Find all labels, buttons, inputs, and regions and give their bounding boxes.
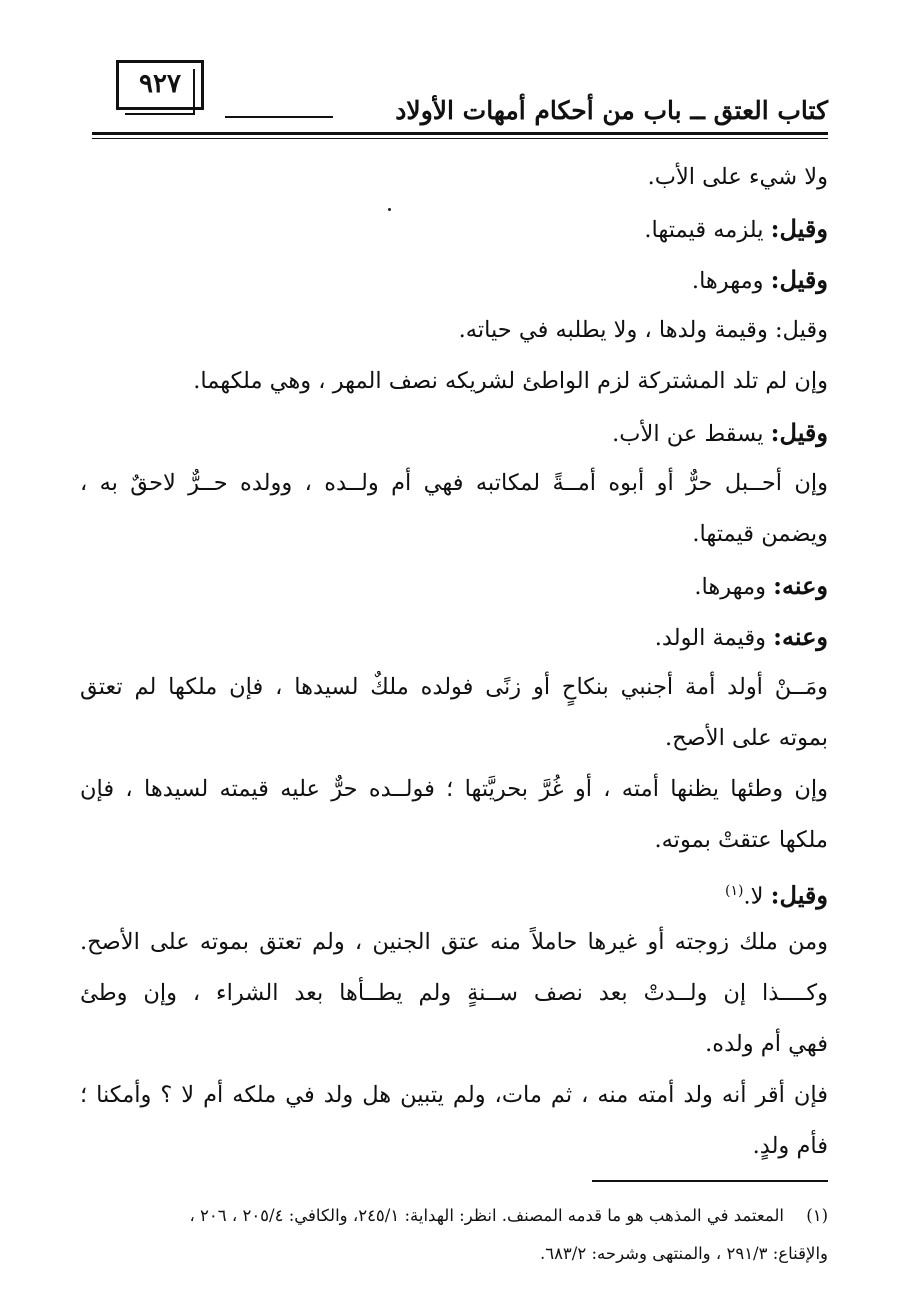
text-line: وإن وطئها يظنها أمته ، أو غُرَّ بحريَّتها ؛ فولــده حرٌّ عليه قيمته لسيدها ، فإن (80, 776, 828, 802)
text-line: بموته على الأصح. (664, 725, 828, 751)
text-line: وكــــذا إن ولــدتْ بعد نصف ســنةٍ ولم يطــأها بعد الشراء ، وإن وطئ (80, 980, 828, 1006)
text-line: ومن ملك زوجته أو غيرها حاملاً منه عتق الجنين ، ولم تعتق بموته على الأصح. (80, 929, 828, 955)
footnote-marker: (١) (806, 1206, 828, 1225)
text-line: فأم ولدٍ. (752, 1133, 828, 1159)
footnote-text: والإقناع: ٢٩١/٣ ، والمنتهى وشرحه: ٦٨٣/٢. (539, 1244, 828, 1263)
text-line: وإن أحــبل حرٌّ أو أبوه أمــةً لمكاتبه فهي أم ولــده ، وولده حــرٌّ لاحقٌ به ، (80, 470, 828, 496)
footnote-text: المعتمد في المذهب هو ما قدمه المصنف. انظر: الهداية: ٢٤٥/١، والكافي: ٢٠٥/٤ ، ٢٠٦ ، (189, 1206, 784, 1225)
footnote-separator (592, 1180, 828, 1182)
text-line: ويضمن قيمتها. (692, 521, 828, 547)
text-line: ولا شيء على الأب. (647, 164, 828, 190)
text-line: وإن لم تلد المشتركة لزم الواطئ لشريكه نصف المهر ، وهي ملكهما. (193, 368, 828, 394)
text-line: وقيل: وقيمة ولدها ، ولا يطلبه في حياته. (458, 317, 828, 343)
footnote-line (80, 1197, 828, 1235)
body-text (80, 152, 828, 1172)
text-line: فإن أقر أنه ولد أمته منه ، ثم مات، ولم يتبين هل ولد في ملكه أم لا ؟ وأمكنا ؛ (80, 1082, 828, 1108)
footnote-ref: (١) (725, 883, 744, 899)
footnotes (80, 1197, 828, 1273)
header-dash (225, 116, 333, 118)
text-line: وعنه: ومهرها. (694, 571, 828, 600)
page-number-box (116, 60, 204, 110)
text-line: وقيل: يسقط عن الأب. (612, 418, 828, 447)
text-line: وقيل: يلزمه قيمتها. (644, 214, 828, 243)
text-line: وقيل: ومهرها. (691, 265, 828, 294)
footnote-line (80, 1235, 828, 1273)
text-line: ملكها عتقتْ بموته. (654, 827, 828, 853)
header-rule-thin (92, 138, 828, 139)
text-line: وعنه: وقيمة الولد. (654, 622, 828, 651)
header-rule (92, 132, 828, 135)
text-line: فهي أم ولده. (705, 1031, 828, 1057)
text-line: ومَــنْ أولد أمة أجنبي بنكاحٍ أو زنًى فولده ملكٌ لسيدها ، فإن ملكها لم تعتق (80, 674, 828, 700)
running-header: كتاب العتق ــ باب من أحكام أمهات الأولاد (395, 96, 828, 125)
text-line: وقيل: لا.$^{(١)}$ (725, 880, 828, 910)
page-number: ٩٢٧ (139, 69, 181, 99)
